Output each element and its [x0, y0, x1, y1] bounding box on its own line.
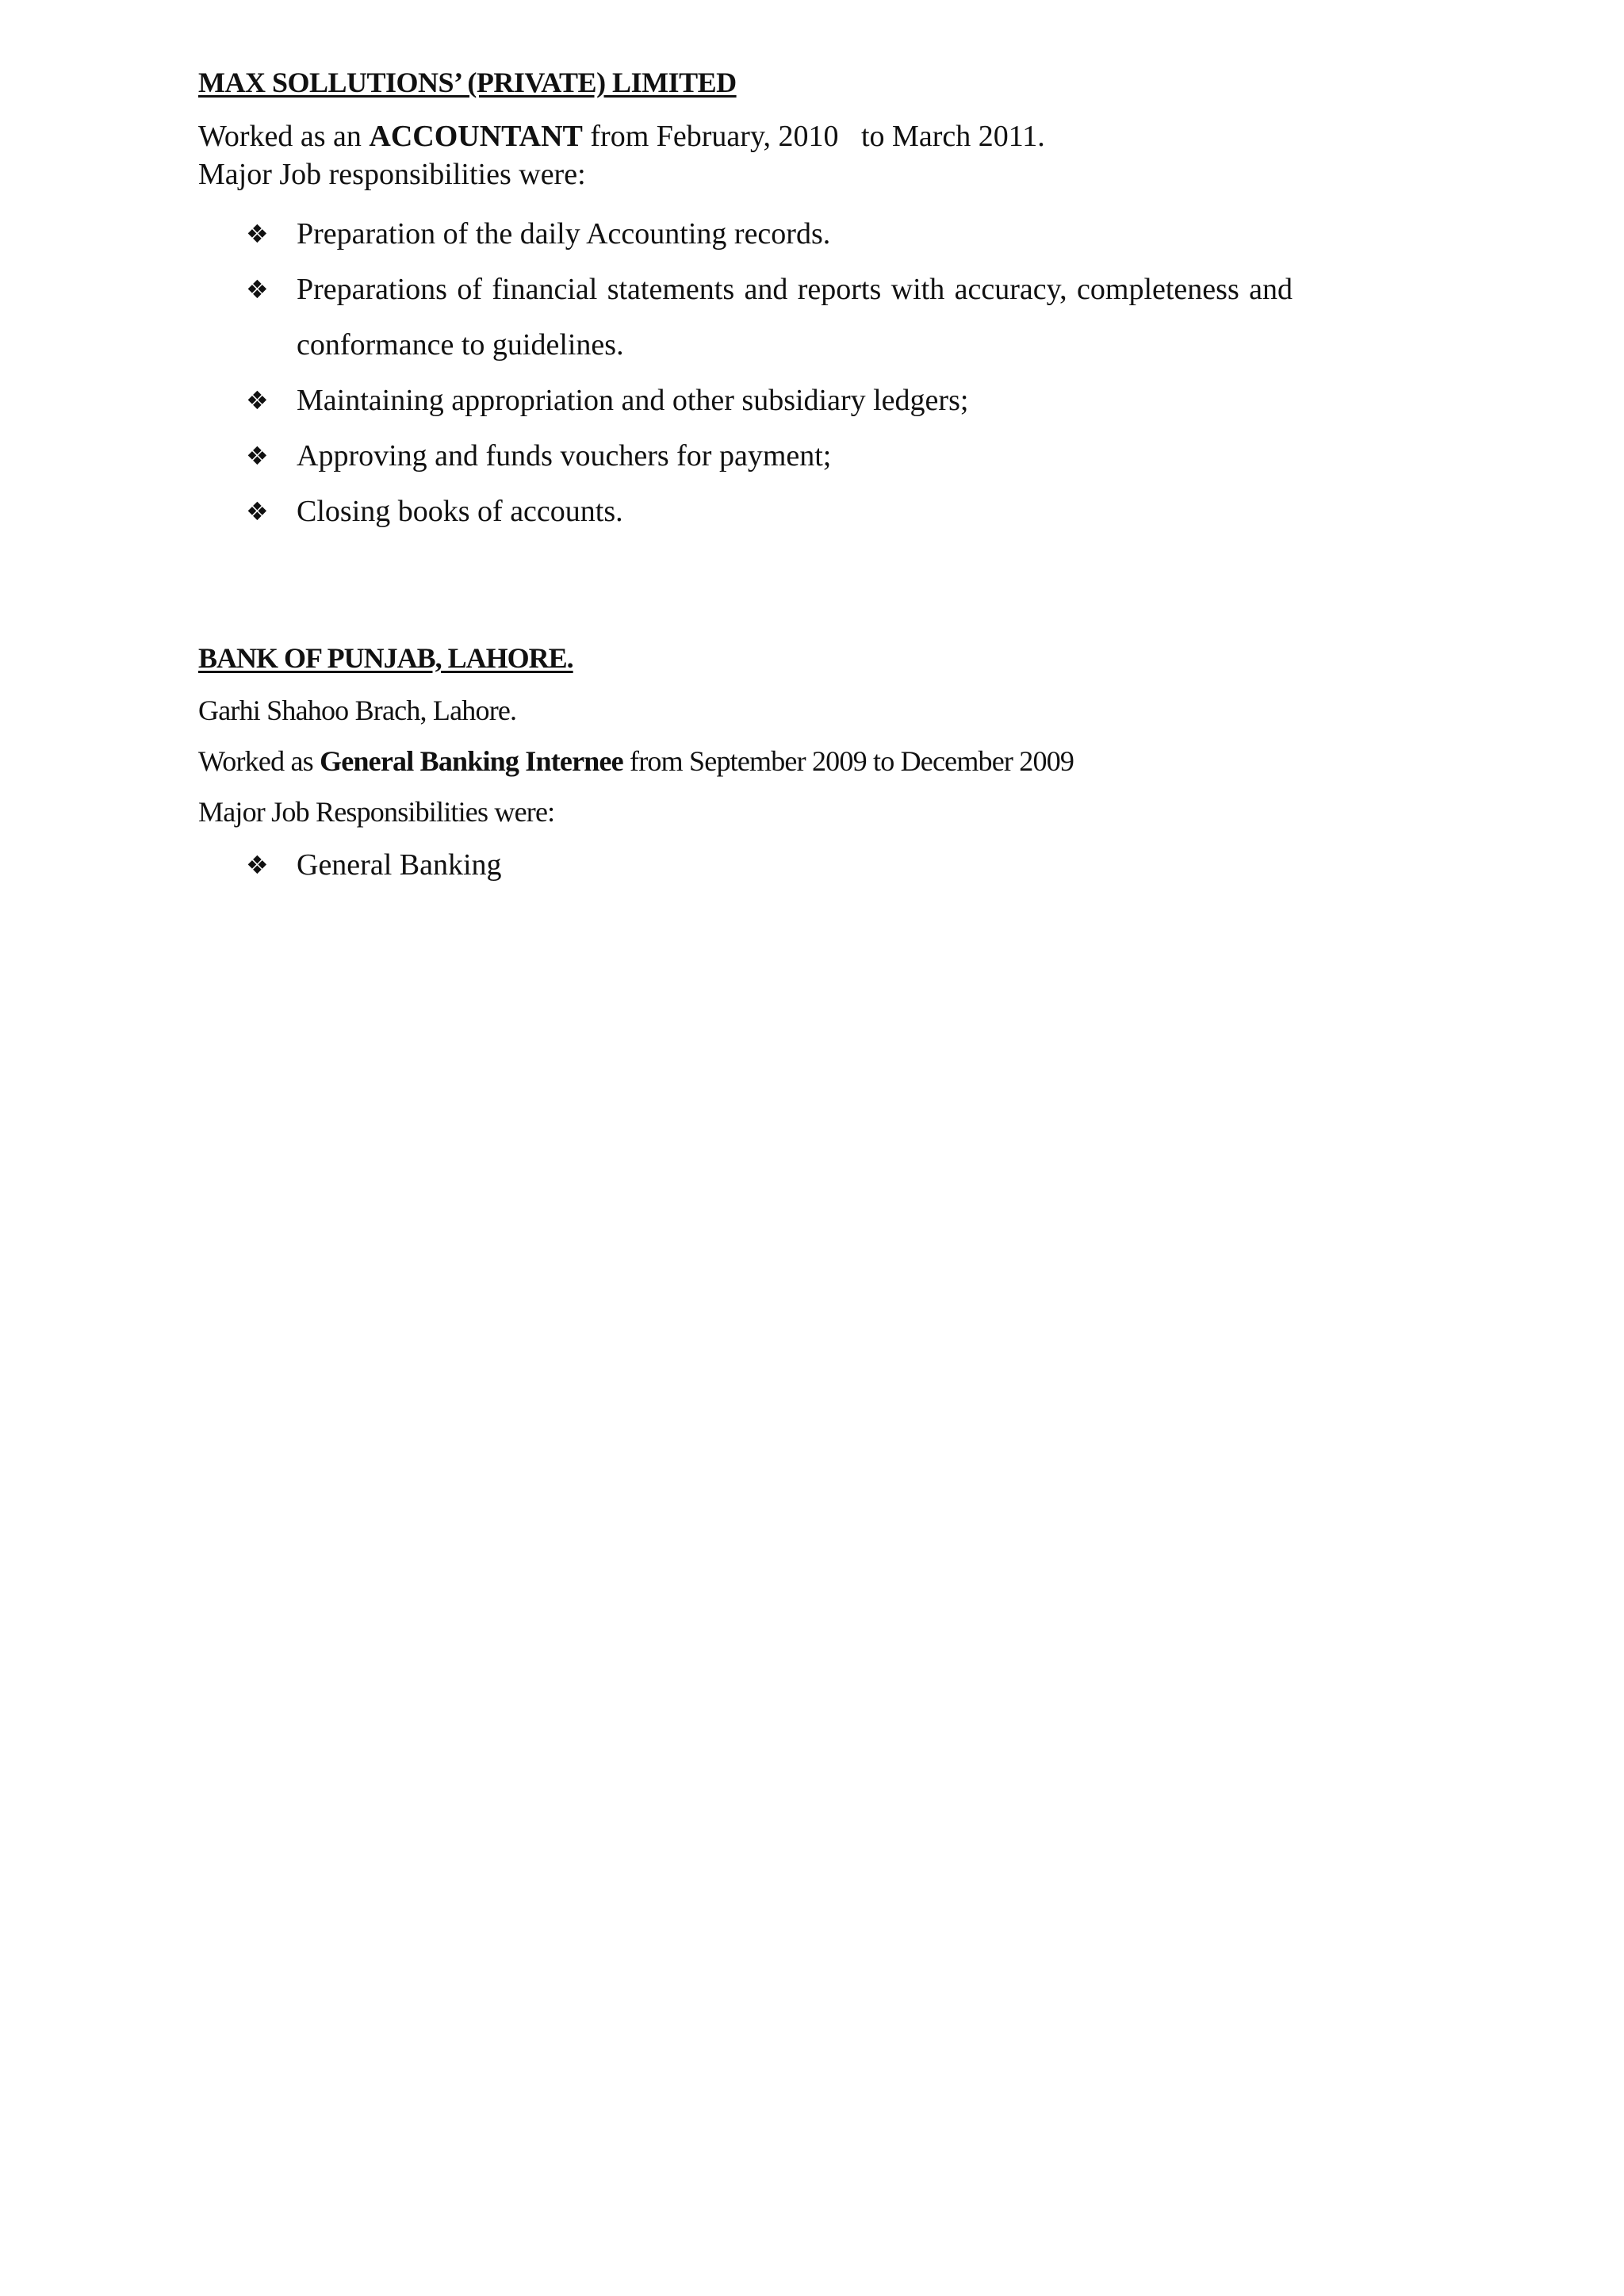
list-item: ❖ Preparations of financial statements and reports with accuracy, completeness and conformance to guidelines. — [198, 262, 1293, 373]
list-item: ❖ General Banking — [198, 837, 1293, 893]
list-item: ❖ Maintaining appropriation and other subsidiary ledgers; — [198, 373, 1293, 428]
list-item: ❖ Approving and funds vouchers for payment; — [198, 428, 1293, 484]
list-item: ❖ Preparation of the daily Accounting records. — [198, 206, 1293, 262]
diamond-bullet-icon: ❖ — [246, 850, 269, 880]
experience-max-sollutions — [198, 62, 1293, 539]
responsibilities-label: Major Job Responsibilities were: — [198, 796, 555, 828]
role-dates: from February, 2010 to March 2011. — [582, 120, 1045, 153]
role-prefix: Worked as an — [198, 120, 370, 153]
branch-line: Garhi Shahoo Brach, Lahore. — [198, 695, 517, 726]
experience-bank-of-punjab — [198, 637, 1293, 893]
role-line — [198, 736, 1293, 786]
role-title: General Banking Internee — [320, 745, 623, 777]
employer-heading: BANK OF PUNJAB, LAHORE. — [198, 642, 573, 674]
role-dates: from September 2009 to December 2009 — [622, 745, 1074, 777]
list-item: ❖ Closing books of accounts. — [198, 484, 1293, 539]
responsibilities-list — [198, 206, 1293, 539]
diamond-bullet-icon: ❖ — [246, 385, 269, 415]
diamond-bullet-icon: ❖ — [246, 496, 269, 526]
diamond-bullet-icon: ❖ — [246, 441, 269, 471]
employer-heading: MAX SOLLUTIONS’ (PRIVATE) LIMITED — [198, 67, 737, 98]
diamond-bullet-icon: ❖ — [246, 219, 269, 249]
responsibilities-list — [198, 837, 1293, 893]
role-line — [198, 117, 1293, 155]
responsibilities-label: Major Job responsibilities were: — [198, 158, 586, 191]
role-title: ACCOUNTANT — [369, 120, 583, 153]
role-prefix: Worked as — [198, 745, 320, 777]
diamond-bullet-icon: ❖ — [246, 274, 269, 304]
